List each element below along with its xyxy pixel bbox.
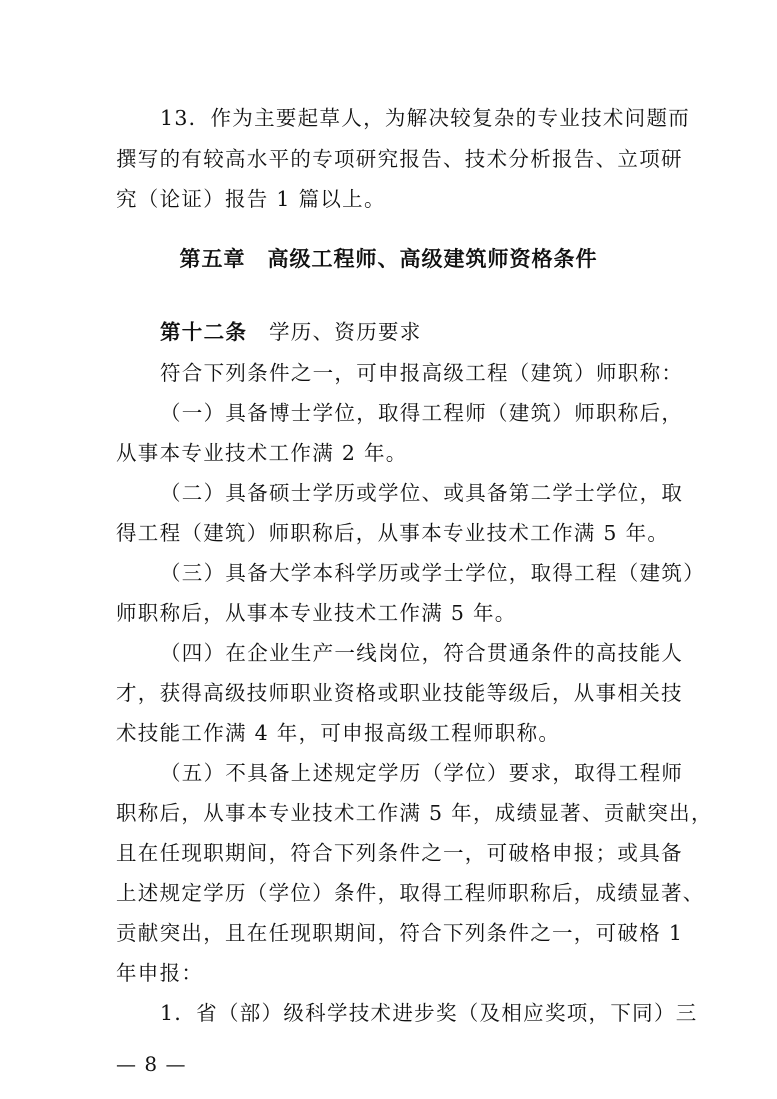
- item-2-line-2: 得工程（建筑）师职称后，从事本专业技术工作满 5 年。: [116, 521, 670, 545]
- item-3-line-1: （三）具备大学本科学历或学士学位，取得工程（建筑）: [160, 561, 705, 585]
- item-3-line-2: 师职称后，从事本专业技术工作满 5 年。: [116, 601, 517, 625]
- article-title: 学历、资历要求: [247, 320, 422, 344]
- sub-item-1-line-1: 1．省（部）级科学技术进步奖（及相应奖项，下同）三: [160, 1001, 698, 1025]
- item-2-line-1: （二）具备硕士学历或学位、或具备第二学士学位，取: [160, 481, 684, 505]
- page-number: — 8 —: [116, 1052, 187, 1076]
- item-4-line-1: （四）在企业生产一线岗位，符合贯通条件的高技能人: [160, 641, 684, 665]
- item-4-line-2: 才，获得高级技师职业资格或职业技能等级后，从事相关技: [116, 681, 683, 705]
- article-12-heading: [160, 318, 664, 346]
- item-5-line-1: （五）不具备上述规定学历（学位）要求，取得工程师: [160, 761, 684, 785]
- paragraph-13-line-2: 撰写的有较高水平的专项研究报告、技术分析报告、立项研: [116, 147, 683, 171]
- item-5-line-2: 职称后，从事本专业技术工作满 5 年，成绩显著、贡献突出，: [116, 801, 713, 825]
- item-1-line-1: （一）具备博士学位，取得工程师（建筑）师职称后，: [160, 401, 684, 425]
- item-1-line-2: 从事本专业技术工作满 2 年。: [116, 441, 408, 465]
- item-5-line-6: 年申报：: [116, 961, 204, 985]
- paragraph-13-line-3: 究（论证）报告 1 篇以上。: [116, 187, 386, 211]
- item-4-line-3: 术技能工作满 4 年，可申报高级工程师职称。: [116, 721, 561, 745]
- chapter-title: 第五章 高级工程师、高级建筑师资格条件: [179, 247, 598, 271]
- item-5-line-5: 贡献突出，且在任现职期间，符合下列条件之一，可破格 1: [116, 921, 684, 945]
- article-number: 第十二条: [160, 320, 248, 344]
- item-5-line-3: 且在任现职期间，符合下列条件之一，可破格申报；或具备: [116, 841, 683, 865]
- item-5-line-4: 上述规定学历（学位）条件，取得工程师职称后，成绩显著、: [116, 881, 705, 905]
- paragraph-13-line-1: 13．作为主要起草人，为解决较复杂的专业技术问题而: [160, 106, 691, 130]
- article-12-intro: 符合下列条件之一，可申报高级工程（建筑）师职称：: [160, 361, 684, 385]
